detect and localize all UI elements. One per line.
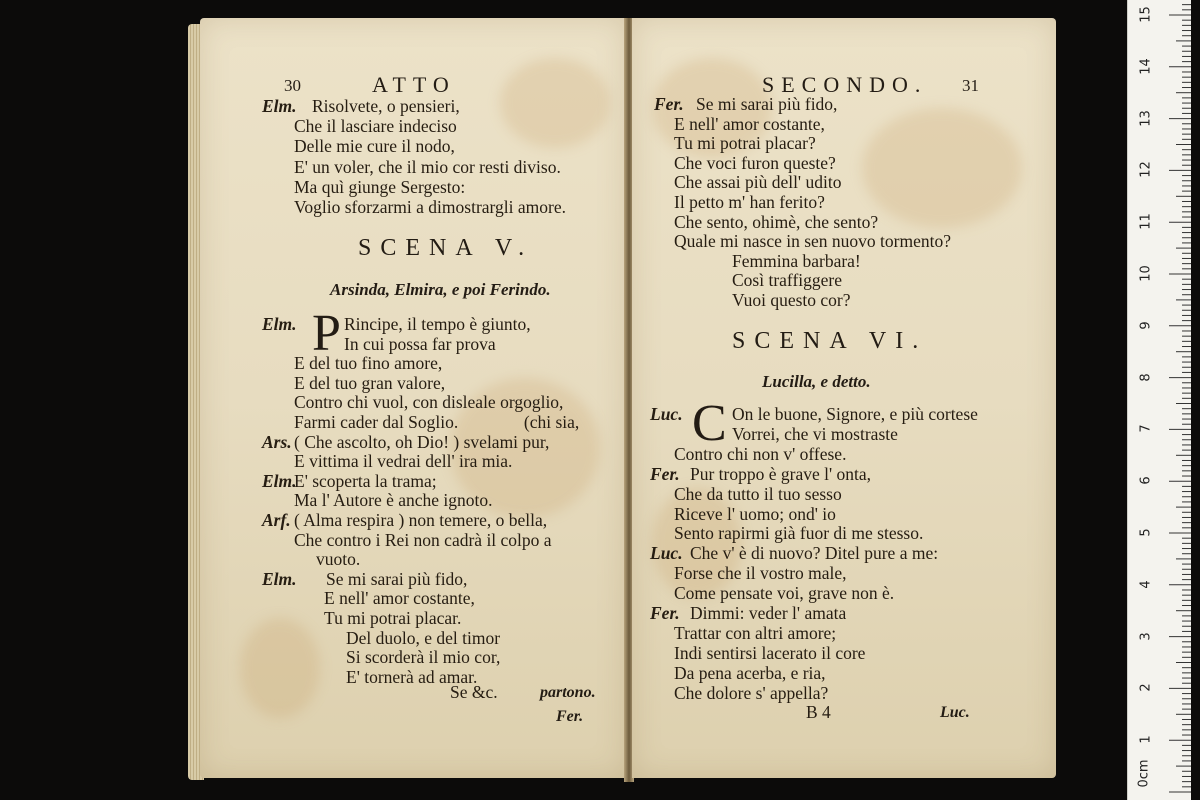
verse-line: Il petto m' han ferito? <box>674 192 825 212</box>
verse-line: Ma l' Autore è anche ignoto. <box>294 490 493 511</box>
stage-direction: partono. <box>540 684 596 701</box>
speaker-label: Elm. <box>262 96 297 116</box>
verse-line: Indi sentirsi lacerato il core <box>674 642 866 663</box>
speaker-label: Elm. <box>262 470 297 491</box>
verse-line: In cui possa far prova <box>344 333 496 354</box>
scene-title: SCENA VI. <box>732 328 928 354</box>
closing-text: Se &c. <box>450 682 498 702</box>
verse-line: Che contro i Rei non cadrà il colpo a <box>294 529 552 550</box>
verse-line: Che da tutto il tuo sesso <box>674 483 842 504</box>
verse-line: E' scoperta la trama; <box>294 470 437 491</box>
running-head: ATTO <box>372 72 456 97</box>
verse-line: Delle mie cure il nodo, <box>294 136 455 157</box>
ruler-number: 10 <box>1138 265 1154 282</box>
scene-title: SCENA V. <box>358 235 534 261</box>
ruler-ticks <box>1128 0 1191 800</box>
verse-line: Risolvete, o pensieri, <box>312 96 460 116</box>
verse-line: Ma quì giunge Sergesto: <box>294 176 466 197</box>
speaker-label: Arf. <box>262 510 291 530</box>
verse-line: Come pensate voi, grave non è. <box>674 583 895 604</box>
verse-line: E vittima il vedrai dell' ira mia. <box>294 451 513 472</box>
speaker-label: Ars. <box>262 431 292 452</box>
verse-line: Che sento, ohimè, che sento? <box>674 211 879 232</box>
ruler-unit-label: 0cm <box>1136 759 1152 788</box>
catchword: Fer. <box>556 708 584 725</box>
verse-line: Riceve l' uomo; ond' io <box>674 503 836 524</box>
verse-line: Femmina barbara! <box>732 250 861 271</box>
drop-cap: C <box>692 395 727 452</box>
ruler-number: 8 <box>1138 372 1154 382</box>
verse-line: vuoto. <box>316 549 361 570</box>
book <box>188 18 1068 782</box>
verse-line: Tu mi potrai placar. <box>324 608 462 628</box>
verse-line: Da pena acerba, e ria, <box>674 662 826 683</box>
verse-line: Si scorderà il mio cor, <box>346 647 501 668</box>
running-head: SECONDO. <box>762 72 928 97</box>
verse-line: E del tuo gran valore, <box>294 372 446 393</box>
ruler-number: 7 <box>1138 424 1154 434</box>
verse-line: Rincipe, il tempo è giunto, <box>344 314 531 334</box>
verse-line: Tu mi potrai placar? <box>674 133 816 154</box>
speaker-label: Fer. <box>654 94 684 114</box>
verse-line: E del tuo fino amore, <box>294 353 443 374</box>
verse-line: Che assai più dell' udito <box>674 172 842 193</box>
verse-line: Sento rapirmi già fuor di me stesso. <box>674 523 924 544</box>
page-number: 31 <box>962 76 979 95</box>
verse-line: Vuoi questo cor? <box>732 290 851 310</box>
ruler-number: 1 <box>1138 735 1154 744</box>
verse-line: Se mi sarai più fido, <box>696 94 838 114</box>
ruler-number: 13 <box>1138 109 1154 127</box>
verse-line: On le buone, Signore, e più cortese <box>732 404 978 424</box>
verse-line: E nell' amor costante, <box>674 113 825 134</box>
speaker-label: Luc. <box>650 543 683 564</box>
speaker-label: Fer. <box>650 603 680 623</box>
verse-line: E' un voler, che il mio cor resti diviso. <box>294 156 561 177</box>
ruler-number: 9 <box>1138 321 1154 330</box>
speaker-label: Fer. <box>650 463 680 484</box>
measuring-ruler <box>1127 0 1191 800</box>
verse-line: Pur troppo è grave l' onta, <box>690 463 872 484</box>
verse-line: Che il lasciare indeciso <box>294 116 457 137</box>
verse-line: Forse che il vostro male, <box>674 563 847 584</box>
ruler-number: 5 <box>1138 528 1154 537</box>
verse-line: Che v' è di nuovo? Ditel pure a me: <box>690 543 939 564</box>
ruler-number: 15 <box>1138 6 1154 23</box>
verse-line: ( Alma respira ) non temere, o bella, <box>294 510 548 530</box>
verse-line: Contro chi non v' offese. <box>674 443 847 464</box>
verse-line: Quale mi nasce in sen nuovo tormento? <box>674 231 952 252</box>
ruler-number: 2 <box>1138 683 1154 693</box>
ruler-number: 12 <box>1138 161 1154 179</box>
verse-line: ( Che ascolto, oh Dio! ) svelami pur, <box>294 431 550 452</box>
verse-line: Del duolo, e del timor <box>346 627 501 648</box>
speaker-label: Luc. <box>650 404 683 424</box>
ruler-number: 3 <box>1138 631 1154 641</box>
verse-line: Vorrei, che vi mostraste <box>732 423 898 444</box>
drop-cap: P <box>312 305 341 362</box>
verse-line: Contro chi vuol, con disleale orgoglio, <box>294 392 564 413</box>
catchword: Luc. <box>940 704 970 721</box>
verse-line: Che voci furon queste? <box>674 152 836 173</box>
verse-line: Che dolore s' appella? <box>674 682 829 703</box>
verse-line: Farmi cader dal Soglio. (chi sia, <box>294 412 580 432</box>
verse-line: E' tornerà ad amar. <box>346 666 478 687</box>
verse-line: Dimmi: veder l' amata <box>690 603 847 623</box>
page-number: 30 <box>284 76 301 95</box>
verse-line: E nell' amor costante, <box>324 588 475 609</box>
verse-line: Trattar con altri amore; <box>674 622 837 643</box>
right-page <box>632 18 1056 778</box>
cast-list: Arsinda, Elmira, e poi Ferindo. <box>330 280 551 299</box>
signature-mark: B 4 <box>806 702 831 722</box>
cast-list: Lucilla, e detto. <box>762 372 871 391</box>
ruler-number: 14 <box>1138 58 1154 75</box>
ruler-number: 4 <box>1138 580 1154 589</box>
ruler-number: 11 <box>1138 213 1154 230</box>
verse-line: Se mi sarai più fido, <box>326 568 468 589</box>
speaker-label: Elm. <box>262 568 297 589</box>
ruler-number: 6 <box>1138 476 1154 485</box>
left-page <box>200 18 626 778</box>
verse-line: Così traffiggere <box>732 270 842 291</box>
verse-line: Voglio sforzarmi a dimostrargli amore. <box>294 197 567 217</box>
speaker-label: Elm. <box>262 314 297 334</box>
